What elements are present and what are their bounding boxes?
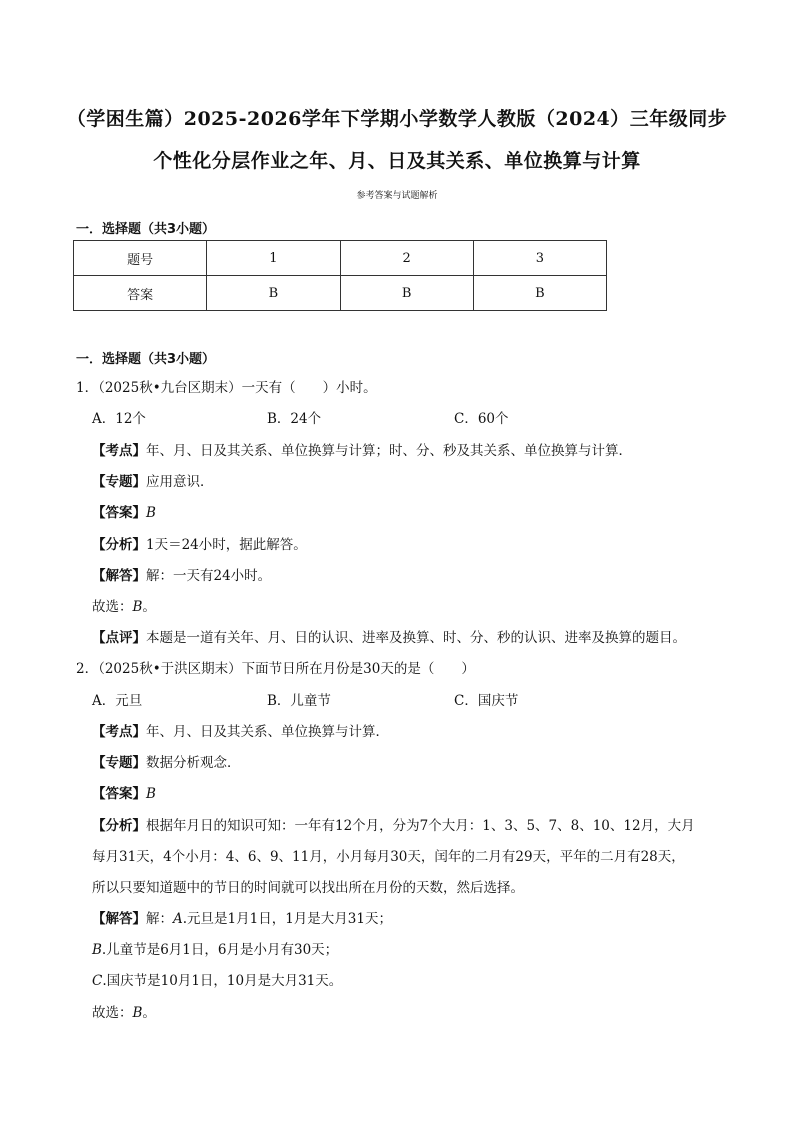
option-c: C．60个 bbox=[454, 411, 509, 427]
q2-fenxi-2: 每月31天，4个小月：4、6、9、11月，小月每月30天，闰年的二月有29天，平年的二月有28天， bbox=[92, 849, 685, 865]
section-heading-1: 一．选择题（共3小题） bbox=[76, 222, 216, 237]
answer-table bbox=[73, 240, 607, 311]
question-1-options bbox=[92, 409, 509, 429]
table-row bbox=[74, 241, 607, 276]
option-a: A．12个 bbox=[92, 411, 146, 427]
jieda-text: .元旦是1月1日，1月是大月31天； bbox=[182, 911, 392, 927]
dianping-text: 本题是一道有关年、月、日的认识、进率及换算、时、分、秒的认识、进率及换算的题目。 bbox=[146, 630, 686, 646]
option-b: B．24个 bbox=[267, 411, 322, 427]
option-a: A．元旦 bbox=[92, 693, 143, 709]
q2-daan bbox=[92, 784, 156, 804]
option-c: C．国庆节 bbox=[454, 693, 519, 709]
q1-dianping bbox=[92, 628, 686, 648]
fenxi-text: 1天＝24小时，据此解答。 bbox=[146, 537, 307, 553]
question-2-stem: 2．（2025秋•于洪区期末）下面节日所在月份是30天的是（ ） bbox=[76, 661, 475, 677]
q2-zhuanti bbox=[92, 753, 241, 773]
daan-text: B bbox=[146, 505, 156, 521]
guxuan-suffix: 。 bbox=[142, 1005, 156, 1021]
fenxi-tag: 【分析】 bbox=[92, 537, 146, 553]
title-line-1: （学困生篇）2025-2026学年下学期小学数学人教版（2024）三年级同步 bbox=[66, 108, 728, 130]
q1-jieda bbox=[92, 566, 271, 586]
q2-guxuan bbox=[92, 1003, 156, 1023]
fenxi-text: 根据年月日的知识可知：一年有12个月，分为7个大月：1、3、5、7、8、10、12月，大月 bbox=[146, 818, 695, 834]
zhuanti-text: 数据分析观念． bbox=[146, 755, 241, 771]
q1-kaodian bbox=[92, 441, 632, 461]
daan-tag: 【答案】 bbox=[92, 505, 146, 521]
guxuan-suffix: 。 bbox=[142, 599, 156, 615]
section-heading-2: 一．选择题（共3小题） bbox=[76, 352, 216, 367]
question-1-stem: 1．（2025秋•九台区期末）一天有（ ）小时。 bbox=[76, 380, 377, 396]
jieda-letter: C bbox=[92, 973, 103, 989]
q2-jieda-3 bbox=[92, 971, 342, 991]
q2-jieda-1 bbox=[92, 909, 392, 929]
jieda-letter: B bbox=[92, 942, 102, 958]
jieda-text: 解：一天有24小时。 bbox=[146, 568, 272, 584]
zhuanti-tag: 【专题】 bbox=[92, 755, 146, 771]
kaodian-tag: 【考点】 bbox=[92, 443, 146, 459]
daan-text: B bbox=[146, 786, 156, 802]
q1-daan bbox=[92, 503, 156, 523]
zhuanti-tag: 【专题】 bbox=[92, 474, 146, 490]
fenxi-tag: 【分析】 bbox=[92, 818, 146, 834]
jieda-prefix: 解： bbox=[146, 911, 173, 927]
q2-jieda-2 bbox=[92, 940, 338, 960]
jieda-tag: 【解答】 bbox=[92, 911, 146, 927]
table-cell: B bbox=[340, 276, 473, 311]
guxuan-prefix: 故选： bbox=[92, 599, 133, 615]
kaodian-text: 年、月、日及其关系、单位换算与计算． bbox=[146, 724, 389, 740]
q2-kaodian bbox=[92, 722, 389, 742]
table-cell: 题号 bbox=[74, 241, 207, 276]
q2-fenxi-3: 所以只要知道题中的节日的时间就可以找出所在月份的天数，然后选择。 bbox=[92, 880, 524, 896]
option-b: B．儿童节 bbox=[267, 693, 331, 709]
dianping-tag: 【点评】 bbox=[92, 630, 146, 646]
guxuan-prefix: 故选： bbox=[92, 1005, 133, 1021]
zhuanti-text: 应用意识． bbox=[146, 474, 214, 490]
table-cell: 3 bbox=[473, 241, 606, 276]
kaodian-text: 年、月、日及其关系、单位换算与计算；时、分、秒及其关系、单位换算与计算． bbox=[146, 443, 632, 459]
q2-fenxi-1 bbox=[92, 816, 695, 836]
title-line-2: 个性化分层作业之年、月、日及其关系、单位换算与计算 bbox=[153, 150, 641, 172]
table-cell: 1 bbox=[207, 241, 340, 276]
table-row bbox=[74, 276, 607, 311]
jieda-tag: 【解答】 bbox=[92, 568, 146, 584]
subtitle: 参考答案与试题解析 bbox=[356, 191, 438, 201]
q1-fenxi bbox=[92, 535, 307, 555]
table-cell: 2 bbox=[340, 241, 473, 276]
guxuan-answer: B bbox=[132, 599, 143, 615]
kaodian-tag: 【考点】 bbox=[92, 724, 146, 740]
jieda-letter: A bbox=[173, 911, 183, 927]
daan-tag: 【答案】 bbox=[92, 786, 146, 802]
q1-zhuanti bbox=[92, 472, 214, 492]
question-2-options bbox=[92, 691, 518, 711]
table-cell: B bbox=[473, 276, 606, 311]
q1-guxuan bbox=[92, 597, 156, 617]
jieda-text: .国庆节是10月1日，10月是大月31天。 bbox=[102, 973, 343, 989]
table-cell: 答案 bbox=[74, 276, 207, 311]
jieda-text: .儿童节是6月1日，6月是小月有30天； bbox=[101, 942, 339, 958]
table-cell: B bbox=[207, 276, 340, 311]
guxuan-answer: B bbox=[132, 1005, 143, 1021]
